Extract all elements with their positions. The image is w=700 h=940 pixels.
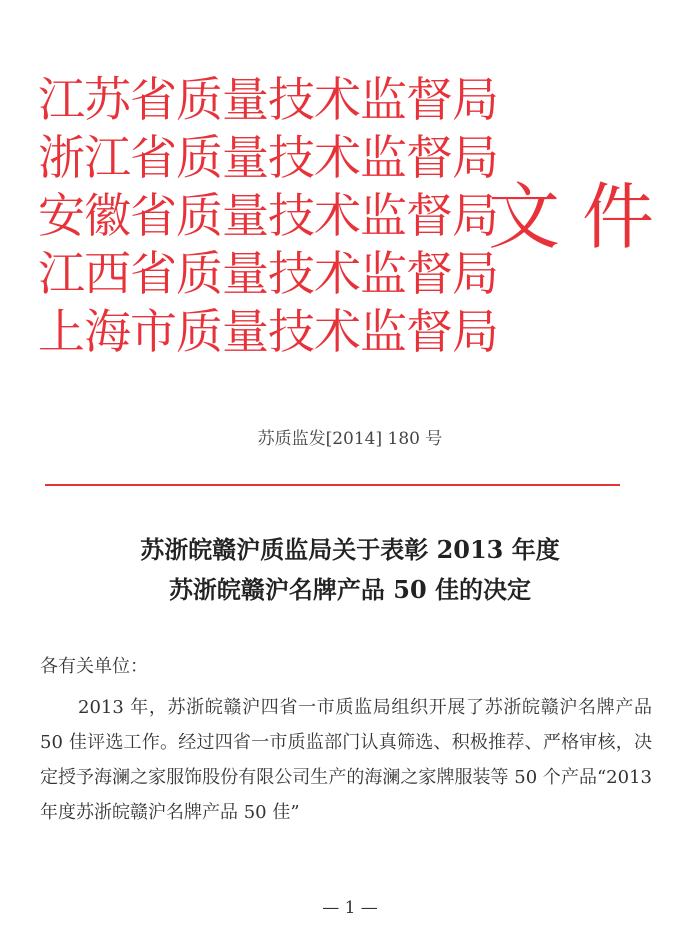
issuer-shanghai: 上海市质量技术监督局 [38, 305, 498, 360]
red-header-divider [45, 484, 620, 486]
issuer-jiangsu: 江苏省质量技术监督局 [38, 73, 498, 128]
page-number: — 1 — [322, 898, 378, 918]
issuer-jiangxi: 江西省质量技术监督局 [38, 247, 498, 302]
issuer-anhui: 安徽省质量技术监督局 [38, 189, 498, 244]
document-number: 苏质监发[2014] 180 号 [257, 429, 443, 449]
title-line-2: 苏浙皖赣沪名牌产品 50 佳的决定 [168, 575, 532, 604]
issuer-zhejiang: 浙江省质量技术监督局 [38, 131, 498, 186]
issuing-authorities [38, 72, 498, 362]
title-line-1: 苏浙皖赣沪质监局关于表彰 2013 年度 [140, 535, 560, 564]
salutation: 各有关单位： [40, 656, 148, 677]
document-title [0, 530, 700, 610]
body-paragraph: 2013 年，苏浙皖赣沪四省一市质监局组织开展了苏浙皖赣沪名牌产品 50 佳评选工作。经过四省一市质监部门认真筛选、积极推荐、严格审核，决定授予海澜之家服饰股份有限公司生产的海澜之家牌服装等 50 个产品“2013 年度苏浙皖赣沪名牌产品 50 佳” [40, 697, 652, 823]
document-type-label: 文件 [488, 175, 677, 259]
